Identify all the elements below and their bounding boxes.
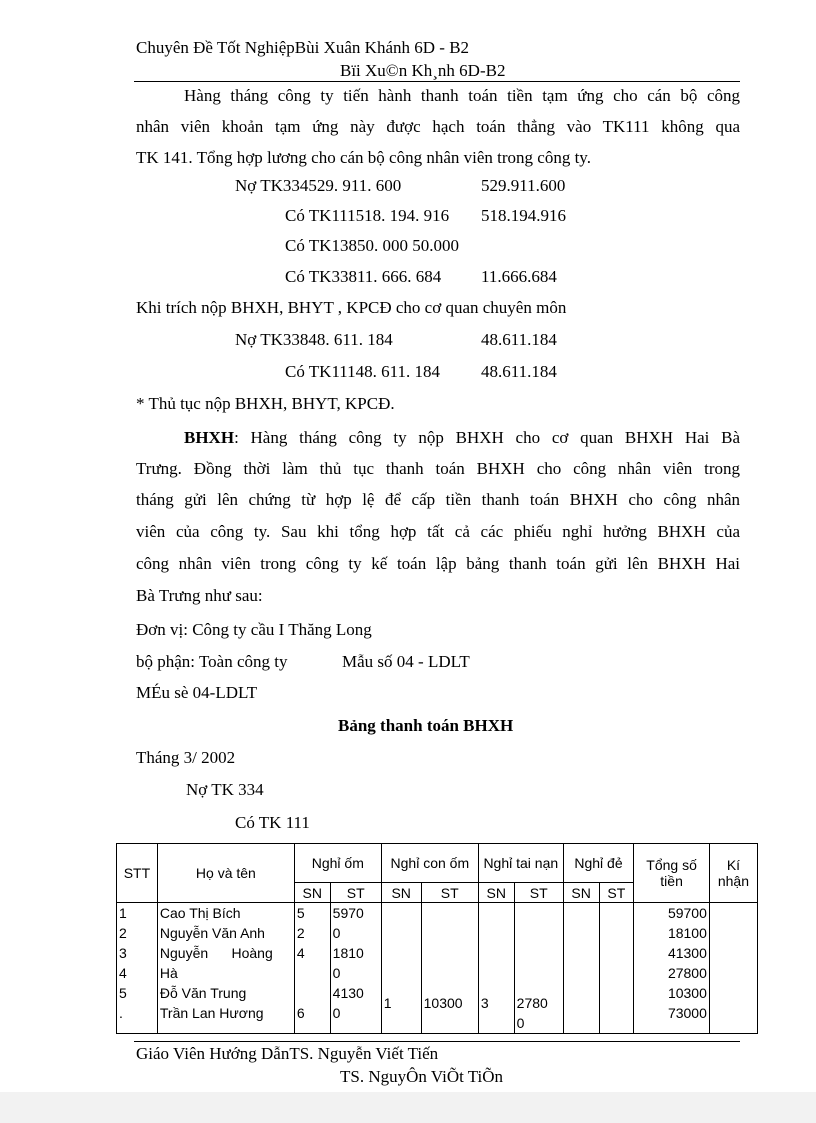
tai-nan-st-cell	[514, 903, 563, 1034]
header-st: ST	[330, 883, 381, 903]
tai-nan-st-value: 2780	[516, 995, 548, 1011]
bhxh-line-1-text: : Hàng tháng công ty nộp BHXH cho cơ quan BHXH Hai Bà	[234, 428, 740, 447]
bhxh-bold-label: BHXH	[184, 428, 235, 447]
employee-name: Nguyễn Hoàng	[159, 945, 273, 961]
om-sn-value: 2	[296, 925, 305, 941]
om-sn-cell	[294, 903, 330, 1034]
employee-name: Hà	[159, 965, 178, 981]
om-st-value: 0	[332, 925, 341, 941]
header-st: ST	[514, 883, 563, 903]
entry-label: Có TK13850. 000 50.000	[285, 236, 459, 255]
con-om-st-cell	[421, 903, 478, 1034]
entry-label: Có TK111518. 194. 916	[285, 206, 450, 225]
stt-value: 1	[119, 905, 127, 921]
header-sn: SN	[563, 883, 599, 903]
om-st-cell	[330, 903, 381, 1034]
bhxh-line-5: công nhân viên trong công ty kế toán lập bảng thanh toán gửi lên BHXH Hai	[136, 554, 740, 573]
co-tk: Có TK 111	[235, 813, 310, 832]
header-name: Họ và tên	[157, 844, 294, 903]
de-sn-cell	[563, 903, 599, 1034]
header-st: ST	[421, 883, 478, 903]
header-nghi-con-om: Nghỉ con ốm	[381, 844, 478, 883]
ki-nhan-cell	[709, 903, 757, 1034]
tai-nan-sn-cell	[478, 903, 514, 1034]
mau-so-garbled: MÉu sè 04-LDLT	[136, 683, 258, 702]
paragraph-1-line-3: TK 141. Tổng hợp lương cho cán bộ công nhân viên trong công ty.	[136, 148, 591, 167]
header-sn: SN	[294, 883, 330, 903]
don-vi: Đơn vị: Công ty cầu I Thăng Long	[136, 620, 372, 639]
header-ki-nhan: Kí nhận	[709, 844, 757, 903]
stt-cell	[117, 903, 158, 1034]
employee-name: Trần Lan Hương	[159, 1005, 264, 1021]
bhxh-line-3: tháng gửi lên chứng từ hợp lệ để cấp tiền thanh toán BHXH cho công nhân	[136, 490, 740, 509]
khi-trich-line: Khi trích nộp BHXH, BHYT , KPCĐ cho cơ quan chuyên môn	[136, 298, 567, 317]
de-st-cell	[599, 903, 634, 1034]
header-nghi-tai-nan: Nghỉ tai nạn	[478, 844, 563, 883]
employee-name: Đỗ Văn Trung	[159, 985, 247, 1001]
stt-value: 4	[119, 965, 127, 981]
header-line-2: Bïi Xu©n Kh¸nh 6D-B2	[340, 61, 506, 80]
om-st-value: 1810	[332, 945, 364, 961]
stt-value: 3	[119, 945, 127, 961]
tong-value: 27800	[667, 965, 707, 981]
thu-tuc-heading: * Thủ tục nộp BHXH, BHYT, KPCĐ.	[136, 394, 395, 413]
tong-value: 59700	[667, 905, 707, 921]
entry-value: 11.666.684	[481, 267, 557, 286]
page-bottom-band	[0, 1092, 816, 1123]
bhxh-line-4: viên của công ty. Sau khi tổng hợp tất cả các phiếu nghỉ hưởng BHXH của	[136, 522, 740, 541]
bo-phan: bộ phận: Toàn công ty	[136, 652, 288, 671]
header-stt: STT	[117, 844, 158, 903]
tong-value: 73000	[667, 1005, 707, 1021]
con-om-sn-cell	[381, 903, 421, 1034]
header-tong-so-tien: Tổng số tiền	[634, 844, 710, 903]
header-sn: SN	[381, 883, 421, 903]
om-sn-value: 4	[296, 945, 305, 961]
header-rule	[134, 81, 740, 82]
header-st: ST	[599, 883, 634, 903]
om-st-value: 5970	[332, 905, 364, 921]
bhxh-line-1	[136, 428, 740, 448]
mau-so: Mẫu số 04 - LDLT	[342, 652, 470, 671]
om-st-value: 0	[332, 1005, 341, 1021]
tong-value: 41300	[667, 945, 707, 961]
stt-value: 2	[119, 925, 127, 941]
bhxh-line-2: Trưng. Đồng thời làm thủ tục thanh toán BHXH cho công nhân viên trong	[136, 459, 740, 478]
paragraph-1-line-2: nhân viên khoản tạm ứng này được hạch toán thẳng vào TK111 không qua	[136, 117, 740, 136]
footer-rule	[134, 1041, 740, 1042]
no-tk: Nợ TK 334	[186, 780, 264, 799]
stt-value: .	[119, 1005, 123, 1021]
header-nghi-om: Nghỉ ốm	[294, 844, 381, 883]
tai-nan-st-value: 0	[516, 1015, 525, 1031]
om-sn-value: 6	[296, 1005, 305, 1021]
table-body-row	[117, 903, 758, 1034]
header-nghi-de: Nghỉ đẻ	[563, 844, 634, 883]
entry-value: 48.611.184	[481, 330, 557, 349]
om-st-value: 0	[332, 965, 341, 981]
tai-nan-sn-value: 3	[480, 995, 489, 1011]
thang: Tháng 3/ 2002	[136, 748, 236, 767]
table-title: Bảng thanh toán BHXH	[338, 716, 514, 735]
header-sn: SN	[478, 883, 514, 903]
tong-value: 18100	[667, 925, 707, 941]
con-om-st-value: 10300	[423, 995, 463, 1011]
tong-cell	[634, 903, 710, 1034]
entry-value: 529.911.600	[481, 176, 566, 195]
entry-label: Nợ TK334529. 911. 600	[235, 176, 402, 195]
footer-line-2: TS. NguyÔn ViÕt TiÕn	[340, 1067, 504, 1086]
entry-label: Có TK11148. 611. 184	[285, 362, 441, 381]
tong-value: 10300	[667, 985, 707, 1001]
table-header-row	[117, 844, 758, 883]
entry-value: 48.611.184	[481, 362, 557, 381]
paragraph-1-line-1: Hàng tháng công ty tiến hành thanh toán tiền tạm ứng cho cán bộ công	[184, 86, 740, 105]
bhxh-line-6: Bà Trưng như sau:	[136, 586, 263, 605]
entry-value: 518.194.916	[481, 206, 566, 225]
employee-name: Nguyễn Văn Anh	[159, 925, 265, 941]
entry-label: Nợ TK33848. 611. 184	[235, 330, 393, 349]
header-line-1: Chuyên Đề Tốt NghiệpBùi Xuân Khánh 6D - B2	[136, 38, 470, 57]
om-sn-value: 5	[296, 905, 305, 921]
con-om-sn-value: 1	[383, 995, 392, 1011]
bhxh-payment-table	[116, 843, 758, 1034]
employee-name: Cao Thị Bích	[159, 905, 241, 921]
name-cell	[157, 903, 294, 1034]
om-st-value: 4130	[332, 985, 364, 1001]
footer-line-1: Giáo Viên Hướng DẫnTS. Nguyễn Viết Tiến	[136, 1044, 439, 1063]
entry-label: Có TK33811. 666. 684	[285, 267, 442, 286]
stt-value: 5	[119, 985, 127, 1001]
